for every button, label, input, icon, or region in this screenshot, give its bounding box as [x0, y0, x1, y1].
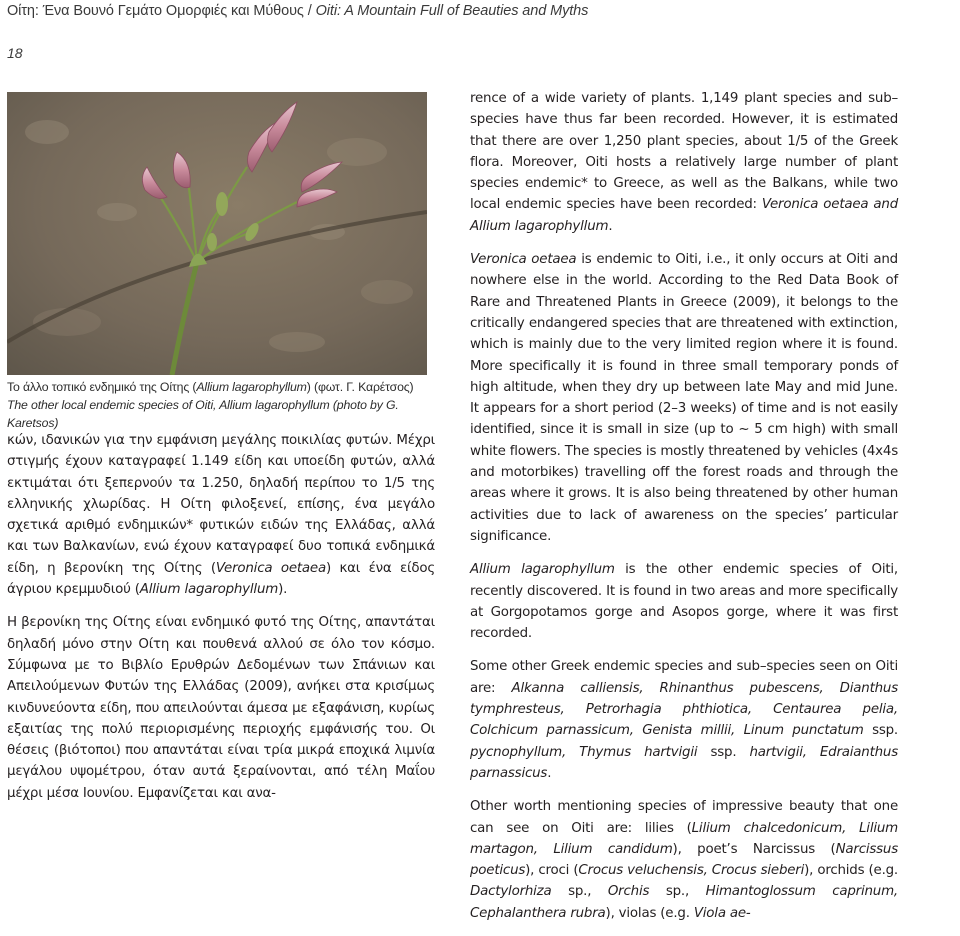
caption-greek: Το άλλο τοπικό ενδημικό της Οίτης (Allium lagarophyllum) (φωτ. Γ. Καρέτσος) [7, 380, 414, 394]
english-paragraph-2: Veronica oetaea is endemic to Oiti, i.e., it only occurs at Oiti and nowhere else in the world. According to the Red Data Book of Rare and Threatened Plants in Greece (2009), it belongs to the critically endangered species that are threatened with extinction, which is mainly due to the very limited region where it is found. More specifically it is found in three small temporary ponds of high altitude, when they dry up between late May and mid June. It appears for a short period (2–3 weeks) of time and is not easily identified, since it is small in size (up to ~ 5 cm high) with small white flowers. The species is mostly threatened by vehicles (4x4s and motorbikes) travelling off the forest roads and through the areas where it grows. It is also being threatened by other human activities due to lack of awareness on the species’ particular significance. [470, 252, 898, 544]
photo-illustration [7, 92, 427, 375]
allium-flower-photo [7, 92, 427, 375]
english-paragraph-5: Other worth mentioning species of impressive beauty that one can see on Oiti are: lilies (Lilium chalcedonicum, Lilium martagon, Lilium candidum), poet’s Narcissus (Narcissus poeticus), croci (Crocus veluchensis, Crocus sieberi), orchids (e.g. Dactylorhiza sp., Orchis sp., Himantoglossum caprinum, Cephalanthera rubra), violas (e.g. Viola ae- [470, 799, 898, 921]
english-paragraph-1: rence of a wide variety of plants. 1,149 plant species and sub–species have thus far been recorded. However, it is estimated that there are over 1,250 plant species, about 1/5 of the Greek flora. Moreover, Oiti hosts a relatively large number of plant species endemic* to Greece, as well as the Balkans, while two local endemic species have been recorded: Veronica oetaea and Allium lagarophyllum. [470, 91, 898, 234]
greek-text-column [7, 430, 435, 816]
greek-paragraph-1: κών, ιδανικών για την εμφάνιση μεγάλης ποικιλίας φυτών. Μέχρι στιγμής έχουν καταγραφεί 1.149 είδη και υποείδη φυτών, αλλά εκτιμάται ότι ξεπερνούν τα 1.250, δηλαδή περίπου το 1/5 της ελληνικής χλωρίδας. Η Οίτη φιλοξενεί, επίσης, ένα μεγάλο σχετικά αριθμό ενδημικών* φυτικών ειδών της Ελλάδας, αλλά και των Βαλκανίων, ενώ έχουν καταγραφεί δυο τοπικά ενδημικά είδη, η βερονίκη της Οίτης (Veronica oetaea) και ένα είδος άγριου κρεμμυδιού (Allium lagarophyllum). [7, 433, 435, 598]
english-text-column [470, 88, 898, 936]
header-greek-title: Οίτη: Ένα Βουνό Γεμάτο Ομορφιές και Μύθους / [7, 3, 316, 19]
page-number: 18 [7, 45, 23, 61]
english-paragraph-3: Allium lagarophyllum is the other endemic species of Oiti, recently discovered. It is found in two areas and more specifically at Gorgopotamos gorge and Asopos gorge, where it was first recorded. [470, 562, 898, 642]
photo-caption [7, 378, 437, 432]
running-header [7, 3, 588, 19]
caption-english: The other local endemic species of Oiti, Allium lagarophyllum (photo by G. Karetsos) [7, 398, 399, 430]
header-english-title: Oiti: A Mountain Full of Beauties and Myths [315, 3, 589, 19]
greek-paragraph-2: Η βερονίκη της Οίτης είναι ενδημικό φυτό της Οίτης, απαντάται δηλαδή μόνο στην Οίτη και πουθενά αλλού σε όλο τον κόσμο. Σύμφωνα με το Βιβλίο Ερυθρών Δεδομένων των Σπάνιων και Απειλούμενων Φυτών της Ελλάδας (2009), ανήκει στα κρισίμως κινδυνεύοντα είδη, που απειλούνται άμεσα με εξαφάνιση, κυρίως εξαιτίας της πολύ περιορισμένης περιοχής εμφάνισής του. Οι θέσεις (βιότοποι) που απαντάται είναι τρία μικρά εποχικά λιμνία μεγάλου υψομέτρου, όταν αυτά ξεραίνονται, από τέλη Μαΐου μέχρι μέσα Ιουνίου. Εμφανίζεται και ανα- [7, 615, 435, 801]
english-paragraph-4: Some other Greek endemic species and sub–species seen on Oiti are: Alkanna calliensis, Rhinanthus pubescens, Dianthus tymphresteus, Petrorhagia phthiotica, Centaurea pelia, Colchicum parnassicum, Genista millii, Linum punctatum ssp. pycnophyllum, Thymus hartvigii ssp. hartvigii, Edraianthus parnassicus. [470, 659, 898, 781]
